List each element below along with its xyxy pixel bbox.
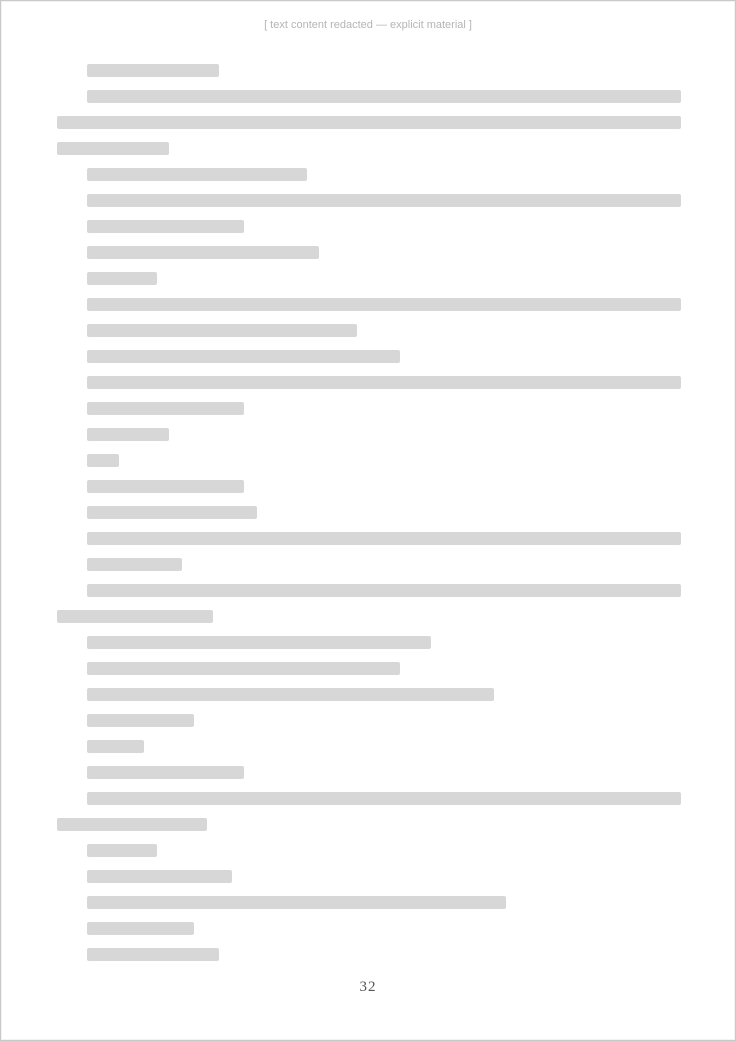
text-line-row [57,707,681,733]
redacted-text-line [87,948,219,961]
text-line-row [57,291,681,317]
redacted-text-line [87,324,357,337]
text-line-row [57,759,681,785]
text-line-row [57,161,681,187]
text-line-row [57,369,681,395]
text-line-row [57,577,681,603]
text-line-row [57,733,681,759]
text-line-row [57,915,681,941]
text-line-row [57,655,681,681]
text-line-row [57,811,681,837]
redacted-text-line [87,168,307,181]
redaction-note: [ text content redacted — explicit material ] [264,19,472,31]
redacted-text-line [87,740,144,753]
redacted-text-line [87,90,681,103]
redacted-text-line [87,922,194,935]
redacted-text-line [57,142,169,155]
text-line-row [57,525,681,551]
text-line-row [57,603,681,629]
redacted-text-line [87,870,232,883]
text-line-row [57,421,681,447]
redacted-text-line [87,272,157,285]
redacted-text-line [87,558,182,571]
text-line-row [57,109,681,135]
redacted-text-line [87,532,681,545]
redacted-text-line [87,454,119,467]
text-line-row [57,343,681,369]
text-line-row [57,889,681,915]
text-line-row [57,499,681,525]
redacted-text-line [87,194,681,207]
redacted-text-line [87,714,194,727]
redacted-text-line [57,610,213,623]
text-column [57,57,681,957]
redacted-text-line [87,584,681,597]
text-line-row [57,239,681,265]
text-line-row [57,473,681,499]
text-line-row [57,447,681,473]
redacted-text-line [87,402,244,415]
redacted-text-line [87,766,244,779]
redacted-text-line [87,428,169,441]
text-line-row [57,265,681,291]
text-line-row [57,629,681,655]
redacted-text-line [57,116,681,129]
text-line-row [57,317,681,343]
text-line-row [57,187,681,213]
redacted-text-line [87,662,400,675]
redacted-text-line [87,220,244,233]
redacted-text-line [87,64,219,77]
redacted-text-line [87,844,157,857]
redacted-text-line [87,376,681,389]
text-line-row [57,551,681,577]
redacted-text-line [87,792,681,805]
redacted-text-line [87,246,319,259]
redacted-text-line [87,298,681,311]
redacted-text-line [87,636,431,649]
text-line-row [57,785,681,811]
redacted-text-line [87,480,244,493]
text-line-row [57,213,681,239]
redacted-text-line [87,688,494,701]
text-line-row [57,837,681,863]
redacted-text-line [87,896,506,909]
text-line-row [57,863,681,889]
text-line-row [57,57,681,83]
text-line-row [57,941,681,967]
redacted-text-line [57,818,207,831]
redacted-text-line [87,350,400,363]
text-line-row [57,135,681,161]
redacted-text-line [87,506,257,519]
text-line-row [57,83,681,109]
page-number: 32 [359,979,377,995]
text-line-row [57,681,681,707]
text-line-row [57,395,681,421]
